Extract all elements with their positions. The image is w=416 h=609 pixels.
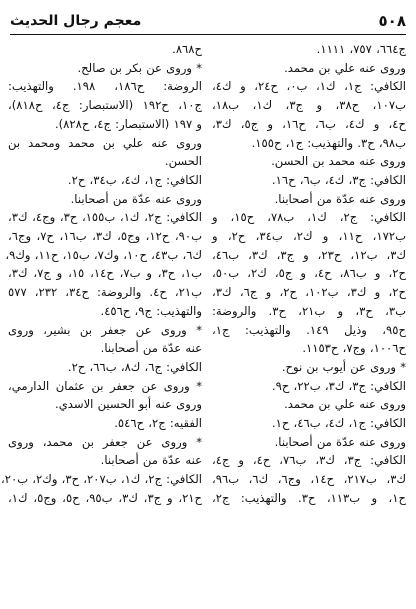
text-line: الكافي: ج١، ك١، ب٠، ح٢٤، و ك٤، [212, 79, 406, 94]
text-line: ب٣، ح٣، و ب٢١، ح٣. والروضة: [212, 303, 406, 318]
text-line: الكافي: ج٣، ك٣، ب٧٦، ح٤، و ج٤، [212, 453, 406, 468]
text-line: ك٦، ب٤٣، ح١٠، وك٧، ب١٥، ح١١، وك٩، [5, 247, 202, 262]
text-line: عنه عدّة من أصحابنا. [100, 341, 202, 356]
text-line: وروى عنه علي بن محمد. [284, 60, 406, 75]
text-line: و ١٩٧ (الاستبصار: ج٤، ح٨٢٨). [54, 116, 202, 131]
text-line: ب٩٨، ح٣. والتهذيب: ج١، ح١٥٥. [251, 135, 406, 150]
text-line: ح٢، و ك٣، ب١٠٢، ح٢، و ج٦، ك٣، [212, 285, 407, 300]
header-rule [10, 34, 406, 35]
text-line: الروضة: ح١٨٦، ١٩٨. والتهذيب: [8, 79, 202, 94]
text-line: ح٨٦٨. [172, 42, 202, 56]
text-line: ح١٠٠٦، وج٧، ح١١٥٣. [302, 341, 406, 356]
page-header [10, 10, 406, 32]
text-line: ح٢١، و ج٣، ك٣، ب٩٥، ح٥، وج٥، ك١، [8, 490, 203, 505]
text-line: وروى عنه محمد بن الحسن. [271, 154, 406, 169]
text-line: ج٦٦٤، ٧٥٧، ١١١١. [316, 42, 406, 56]
text-line: الكافي: ج٢، ك١، ب٢٠٧، ح٣، وك٢، ب٢٠، [0, 472, 202, 487]
text-line: ب١، ح٣، و ب٧، ح١٤، ١٥، و ج٧، ك٣، [8, 266, 202, 281]
text-line: الحسن. [164, 154, 202, 169]
text-line: وروى عنه عدّة من أصحابنا. [70, 191, 202, 206]
text-line: الكافي: ج٦، ك٨، ب٦٦، ح٢. [67, 359, 202, 374]
page-number: ٥٠٨ [378, 12, 406, 30]
text-line: ب٢١، ح٤. والروضة: ح٣٤، ٢٣٢، ٥٧٧ [8, 285, 202, 300]
text-line: وروى عنه علي بن محمد. [284, 397, 406, 412]
text-line: ح٩٥، وذيل ١٤٩. والتهذيب: ج١، [212, 322, 406, 337]
text-line: ح١، و ب١١٣، ح٣. والتهذيب: ج٢، [212, 490, 406, 505]
text-line: ج١٠، ح١٩٢ (الاستبصار: ج٤، ح٨١٨)، [8, 98, 202, 113]
text-line: وروى عنه عدّة من أصحابنا. [274, 191, 406, 206]
text-line: عنه عدّة من أصحابنا. [100, 453, 202, 468]
text-line: ك٣، ب٢١٧، ح١٤، وج٦، ك٦، ب٩٦، [212, 472, 407, 487]
text-line: الكافي: ج٢، ك١، ب٧٨، ح١٥، و [212, 210, 406, 225]
right-column [212, 40, 406, 605]
text-line: الكافي: ج١، ك٤، ب٤٦، ح١. [271, 416, 406, 431]
text-line: ح٤، و ك٤، ب٦، ح١٦، و ج٥، ك٣، [212, 116, 406, 131]
text-line: ب١٧٢، ح١١، و ك٢، ب٣٤، ح٢، و [212, 229, 406, 244]
text-line: * وروى عن جعفر بن محمد، وروى [8, 434, 202, 449]
text-line: وروى عنه أبو الحسين الاسدي. [55, 397, 202, 412]
text-line: الكافي: ج١، ك٤، ب٣٤، ح٢. [67, 172, 202, 187]
text-line: وروى عنه علي بن محمد ومحمد بن [8, 135, 202, 150]
left-column [0, 40, 203, 605]
text-line: وروى عنه عدّة من أصحابنا. [274, 434, 406, 449]
text-line: * وروى عن بكر بن صالح. [77, 60, 202, 75]
text-line: الكافي: ج٢، ك١، ب١٥٥، ح٣، وج٤، ك٣، [8, 210, 203, 225]
text-line: والتهذيب: ج٩، ح٤٥٦. [100, 303, 202, 318]
text-line: * وروى عن جعفر بن عثمان الدارمي، [8, 378, 202, 393]
running-title: معجم رجال الحديث [10, 13, 142, 29]
text-line: ح٢، و ب٨٦، ح٤، و ج٥، ك٢، ب٥٠، [212, 266, 406, 281]
text-line: ب١٠٧، ح٣٨، و ج٣، ك١، ب١٨، [212, 98, 407, 113]
text-line: الفقيه: ج٢، ح٥٤٦. [114, 416, 202, 431]
text-line: ك٣، ب١٢، ح٢٣، و ج٣، ك٣، ب٤٦، [212, 247, 406, 262]
text-line: * وروى عن جعفر بن بشير، وروى [8, 322, 202, 337]
text-line: ب٩٠، ح١٢، وج٥، ك٣، ب١٦، ح٧، وج٦، [8, 229, 202, 244]
text-line: الكافي: ج٣، ك٤، ب٦، ح١٦. [271, 172, 406, 187]
text-line: * وروى عن أيوب بن نوح. [281, 359, 406, 374]
text-line: الكافي: ج٣، ك٣، ب٢٢، ح٩. [271, 378, 406, 393]
